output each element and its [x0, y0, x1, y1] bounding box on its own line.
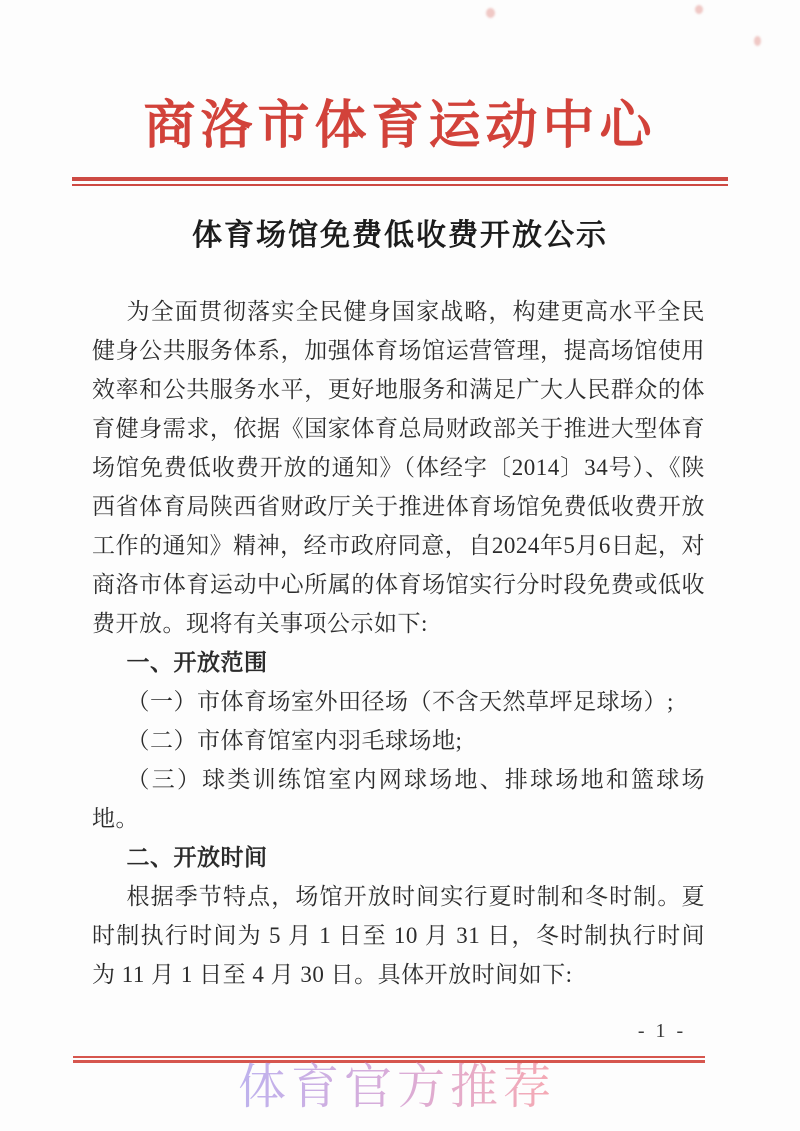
scan-speck: [695, 5, 703, 14]
document-body: [92, 292, 705, 994]
section2-heading: 二、开放时间: [126, 845, 268, 870]
page-number: - 1 -: [637, 1020, 687, 1042]
org-title: 商洛市体育运动中心: [143, 98, 657, 155]
scan-speck: [486, 8, 495, 18]
schedule-paragraph: 根据季节特点，场馆开放时间实行夏时制和冬时制。夏时制执行时间为 5 月 1 日至 10 月 31 日，冬时制执行时间为 11 月 1 日至 4 月 30 日。具体开放时间如下:: [92, 884, 705, 987]
watermark: 体育官方推荐: [238, 1061, 557, 1114]
section1-item-1: （一）市体育场室外田径场（不含天然草坪足球场）;: [126, 689, 674, 714]
scan-speck: [754, 36, 761, 46]
section1-heading: 一、开放范围: [126, 650, 268, 675]
header-divider: [72, 177, 728, 186]
footer-divider: [73, 1056, 705, 1063]
doc-title: 体育场馆免费低收费开放公示: [192, 219, 608, 252]
intro-paragraph: 为全面贯彻落实全民健身国家战略，构建更高水平全民健身公共服务体系，加强体育场馆运营管理，提高场馆使用效率和公共服务水平，更好地服务和满足广大人民群众的体育健身需求，依据《国家体育总局财政部关于推进大型体育场馆免费低收费开放的通知》（体经字〔2014〕34号）、《陕西省体育局陕西省财政厅关于推进体育场馆免费低收费开放工作的通知》精神，经市政府同意，自2024年5月6日起，对商洛市体育运动中心所属的体育场馆实行分时段免费或低收费开放。现将有关事项公示如下:: [92, 299, 705, 636]
section1-item-2: （二）市体育馆室内羽毛球场地;: [126, 728, 463, 753]
section1-item-3: （三）球类训练馆室内网球场地、排球场地和篮球场地。: [92, 767, 705, 831]
